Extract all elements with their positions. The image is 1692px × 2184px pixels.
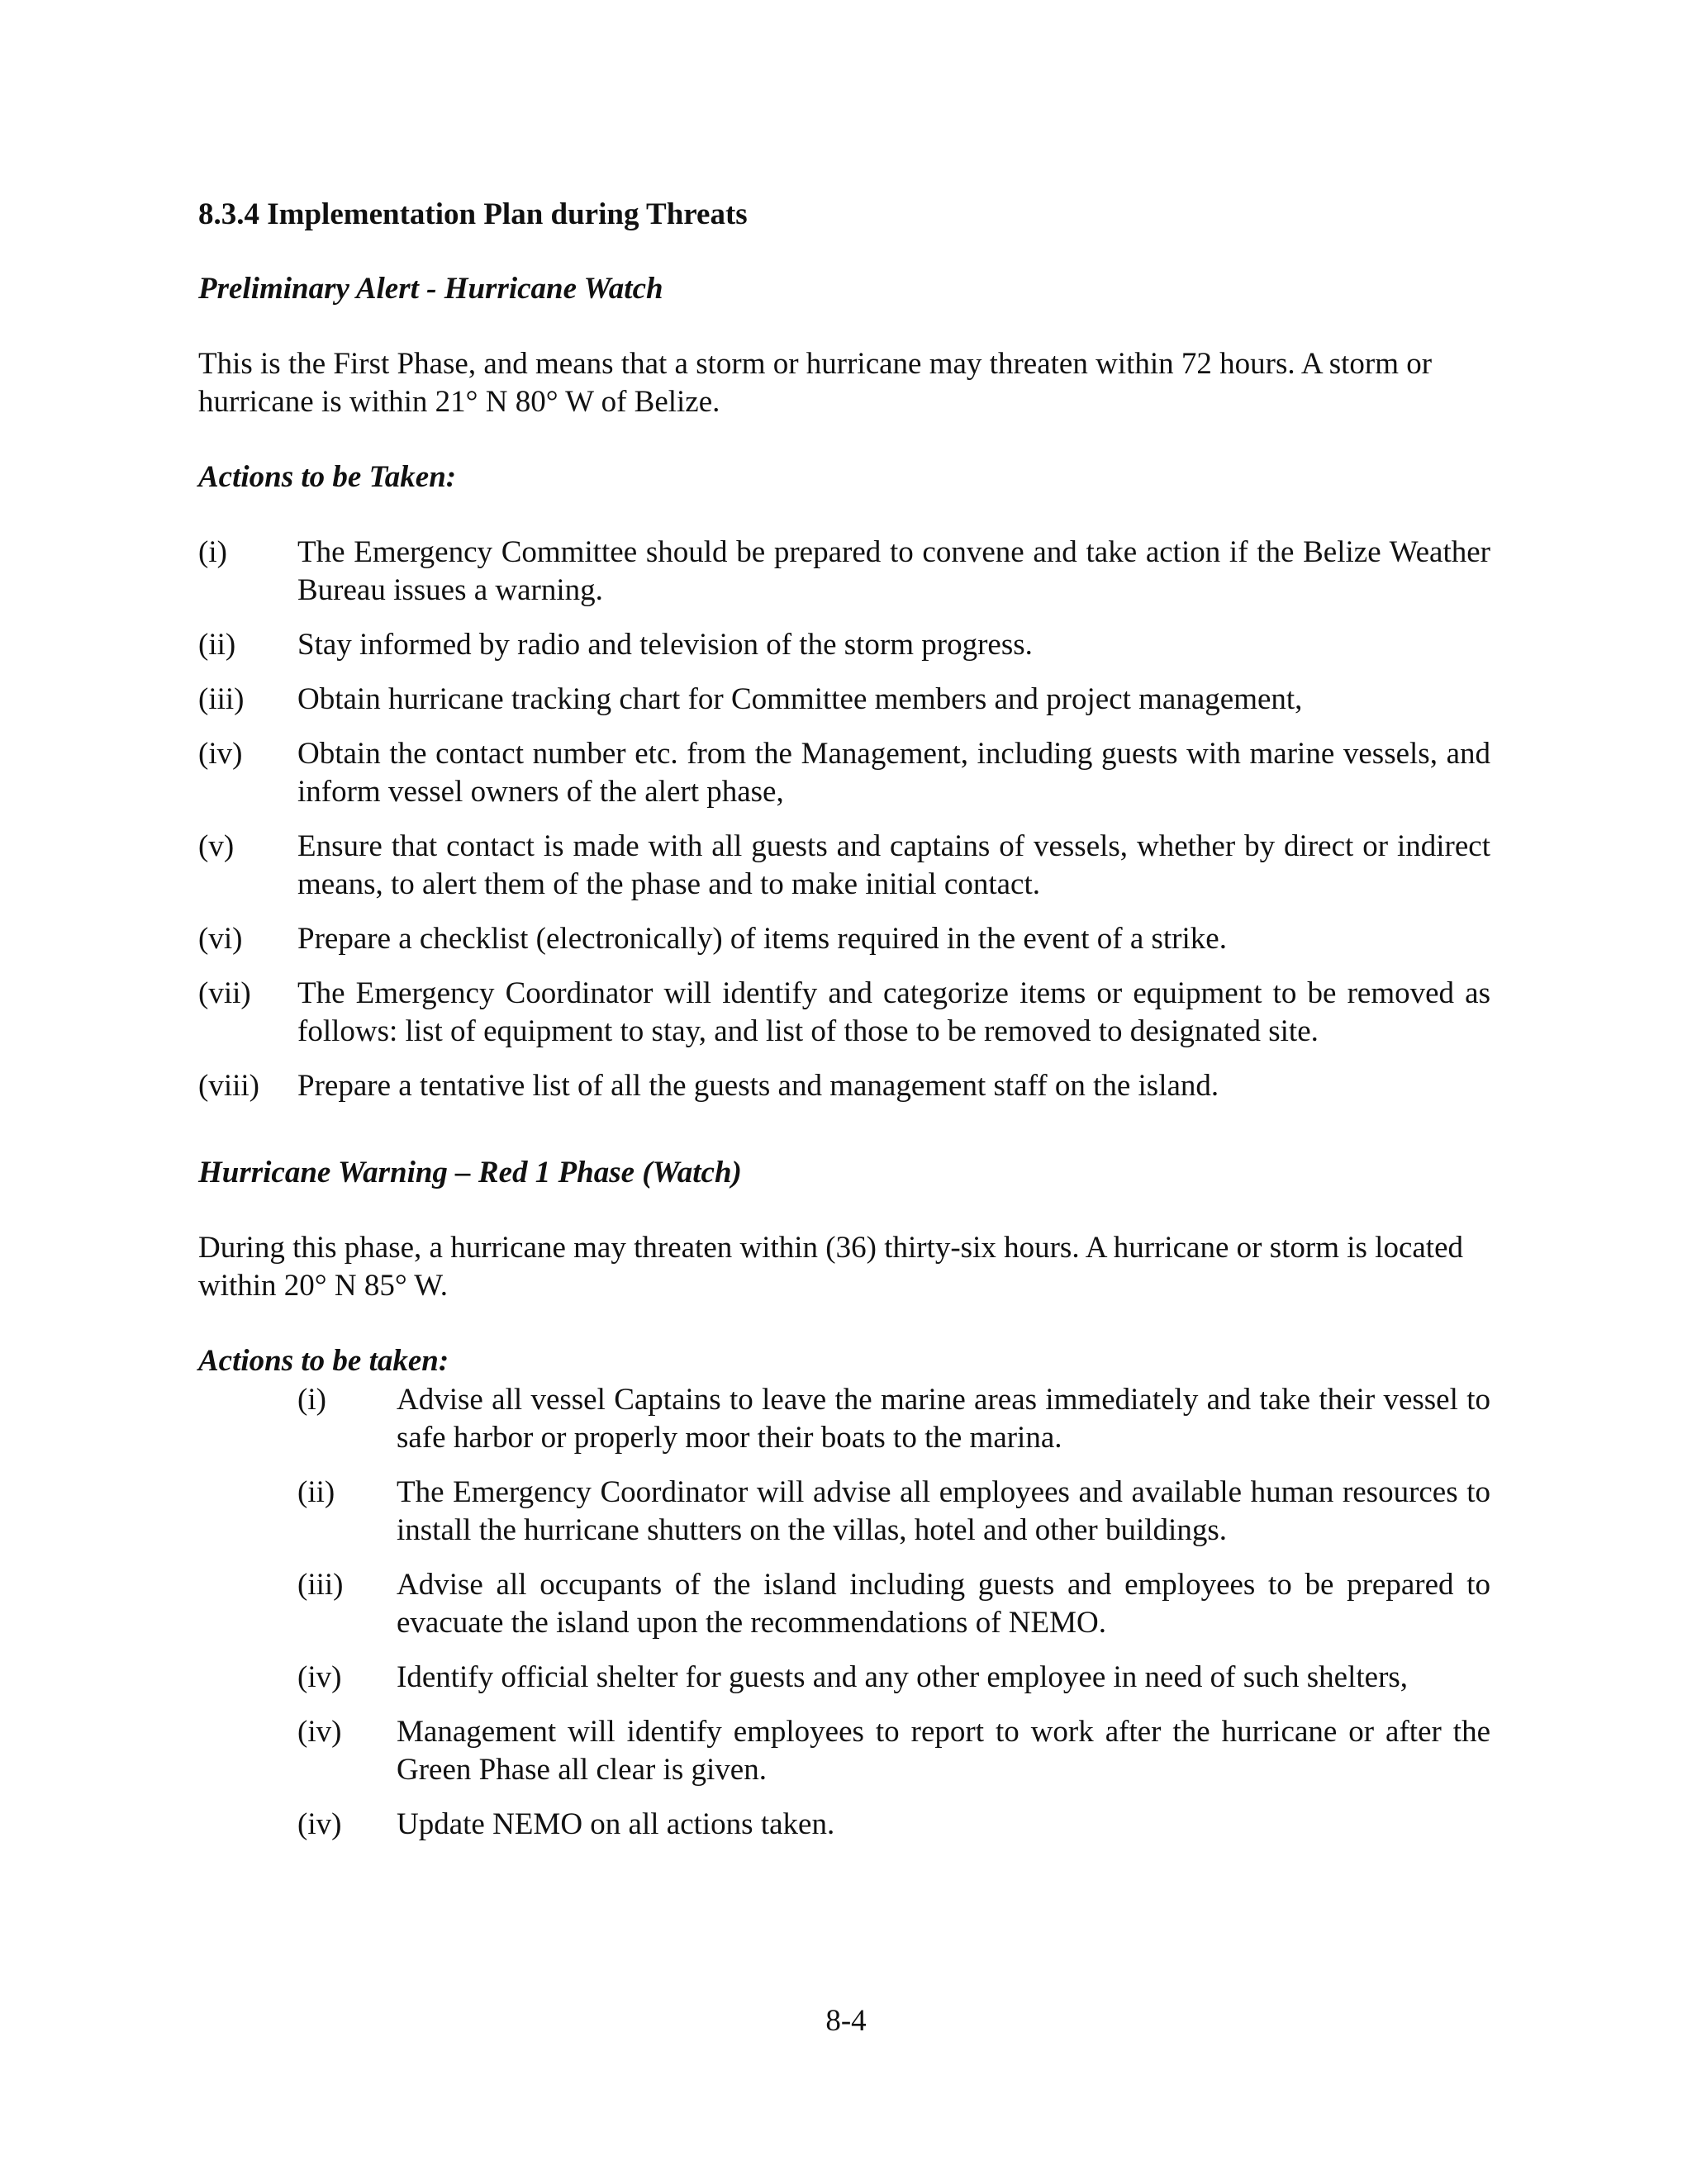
list-item-text: Management will identify employees to report to work after the hurricane or after the Green Phase all clear is given. bbox=[397, 1715, 1490, 1787]
warning-actions-list bbox=[198, 1381, 1490, 1844]
list-item bbox=[198, 828, 1490, 904]
hurricane-warning-intro: During this phase, a hurricane may threaten within (36) thirty-six hours. A hurricane or storm is located within 20° N 85° W. bbox=[198, 1231, 1464, 1303]
list-item bbox=[198, 920, 1490, 958]
list-item-text: Obtain the contact number etc. from the Management, including guests with marine vessels, and inform vessel owners of the alert phase, bbox=[297, 737, 1490, 809]
list-item-number: (iv) bbox=[297, 1660, 342, 1694]
list-item bbox=[297, 1381, 1490, 1457]
list-item-number: (v) bbox=[198, 829, 235, 863]
list-item-number: (iv) bbox=[297, 1715, 342, 1749]
list-item-text: Identify official shelter for guests and any other employee in need of such shelters, bbox=[397, 1660, 1409, 1694]
list-item-text: Obtain hurricane tracking chart for Committee members and project management, bbox=[297, 682, 1303, 716]
list-item-number: (iii) bbox=[297, 1568, 344, 1602]
list-item-text: Stay informed by radio and television of the storm progress. bbox=[297, 628, 1033, 662]
list-item-number: (vii) bbox=[198, 976, 251, 1010]
list-item bbox=[198, 681, 1490, 719]
document-page bbox=[198, 195, 1490, 1844]
section-heading: 8.3.4 Implementation Plan during Threats bbox=[198, 197, 748, 231]
list-item-number: (iv) bbox=[297, 1807, 342, 1841]
list-item bbox=[198, 735, 1490, 811]
preliminary-actions-list bbox=[198, 534, 1490, 1105]
list-item-text: The Emergency Coordinator will identify and categorize items or equipment to be removed as follows: list of equipment to stay, and list of those to be removed to designated site. bbox=[297, 976, 1490, 1048]
list-item-number: (i) bbox=[297, 1383, 326, 1417]
list-item-text: Prepare a tentative list of all the guests and management staff on the island. bbox=[297, 1069, 1219, 1103]
list-item bbox=[198, 975, 1490, 1051]
list-item-number: (viii) bbox=[198, 1069, 259, 1103]
list-item bbox=[297, 1474, 1490, 1550]
list-item-text: Advise all vessel Captains to leave the marine areas immediately and take their vessel to safe harbor or properly moor their boats to the marina. bbox=[397, 1383, 1490, 1455]
preliminary-actions-title: Actions to be Taken: bbox=[198, 460, 457, 494]
list-item-text: Update NEMO on all actions taken. bbox=[397, 1807, 835, 1841]
list-item-number: (i) bbox=[198, 535, 227, 569]
list-item-text: The Emergency Committee should be prepared to convene and take action if the Belize Weather Bureau issues a warning. bbox=[297, 535, 1490, 607]
list-item bbox=[198, 626, 1490, 664]
preliminary-alert-title: Preliminary Alert - Hurricane Watch bbox=[198, 272, 663, 306]
preliminary-alert-intro: This is the First Phase, and means that a storm or hurricane may threaten within 72 hours. A storm or hurricane is within 21° N 80° W of Belize. bbox=[198, 347, 1433, 419]
list-item-text: Ensure that contact is made with all guests and captains of vessels, whether by direct or indirect means, to alert them of the phase and to make initial contact. bbox=[297, 829, 1490, 901]
hurricane-warning-title: Hurricane Warning – Red 1 Phase (Watch) bbox=[198, 1156, 742, 1189]
list-item-number: (iii) bbox=[198, 682, 245, 716]
list-item bbox=[297, 1566, 1490, 1642]
list-item-text: The Emergency Coordinator will advise all employees and available human resources to install the hurricane shutters on the villas, hotel and other buildings. bbox=[397, 1475, 1490, 1547]
list-item bbox=[198, 1067, 1490, 1105]
list-item bbox=[297, 1659, 1490, 1697]
list-item-text: Advise all occupants of the island including guests and employees to be prepared to evacuate the island upon the recommendations of NEMO. bbox=[397, 1568, 1490, 1640]
list-item-number: (ii) bbox=[297, 1475, 335, 1509]
list-item-number: (vi) bbox=[198, 922, 243, 956]
list-item-text: Prepare a checklist (electronically) of items required in the event of a strike. bbox=[297, 922, 1227, 956]
list-item-number: (ii) bbox=[198, 628, 236, 662]
list-item bbox=[198, 534, 1490, 610]
list-item-number: (iv) bbox=[198, 737, 243, 771]
list-item bbox=[297, 1806, 1490, 1844]
list-item bbox=[297, 1713, 1490, 1789]
page-number: 8-4 bbox=[825, 2004, 867, 2038]
warning-actions-title: Actions to be taken: bbox=[198, 1344, 449, 1378]
